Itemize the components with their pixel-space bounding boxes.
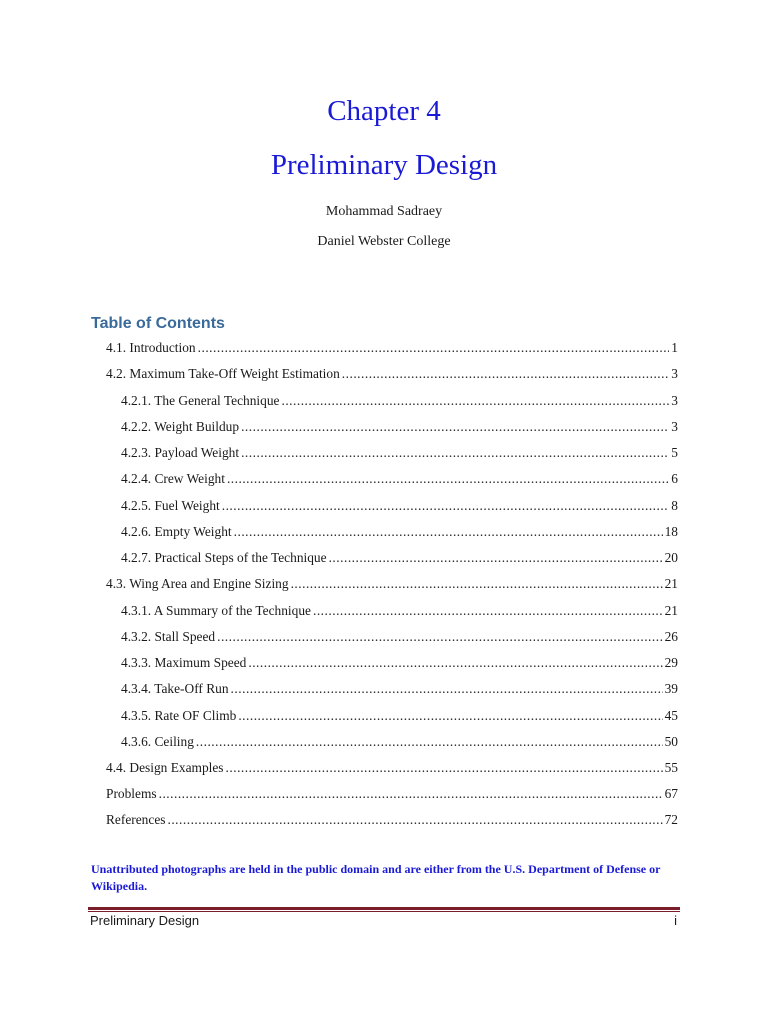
toc-entry[interactable]: [121, 679, 678, 699]
toc-entry[interactable]: [121, 706, 678, 726]
toc-leader-dots: [217, 627, 663, 647]
toc-entry-label: 4.3.5. Rate OF Climb: [121, 708, 237, 723]
toc-entry[interactable]: [121, 601, 678, 621]
toc-leader-dots: [281, 391, 669, 411]
toc-entry-label: 4.3. Wing Area and Engine Sizing: [106, 576, 289, 591]
toc-entry-page: 21: [664, 603, 678, 618]
toc-heading: Table of Contents: [91, 315, 225, 332]
toc-entry[interactable]: [121, 653, 678, 673]
toc-entry[interactable]: [106, 364, 678, 384]
toc-entry[interactable]: [106, 810, 678, 830]
toc-leader-dots: [241, 417, 669, 437]
toc-entry[interactable]: [121, 443, 678, 463]
toc-entry-label: 4.2.5. Fuel Weight: [121, 498, 220, 513]
footer-rule: [88, 907, 680, 910]
toc-entry[interactable]: [106, 574, 678, 594]
toc-entry[interactable]: [106, 338, 678, 358]
footer-page-number: i: [674, 913, 677, 928]
toc-entry-label: 4.4. Design Examples: [106, 760, 224, 775]
toc-leader-dots: [291, 574, 663, 594]
toc-entry[interactable]: [121, 732, 678, 752]
toc-entry[interactable]: [106, 784, 678, 804]
toc-leader-dots: [342, 364, 670, 384]
toc-leader-dots: [313, 601, 663, 621]
toc-entry[interactable]: [121, 391, 678, 411]
toc-leader-dots: [234, 522, 663, 542]
footer-title: Preliminary Design: [90, 913, 200, 928]
footer-rule-thin: [88, 911, 680, 912]
toc-entry-page: 3: [671, 366, 678, 381]
toc-leader-dots: [167, 810, 662, 830]
toc-entry-page: 8: [671, 498, 678, 513]
toc-leader-dots: [159, 784, 663, 804]
toc-leader-dots: [231, 679, 663, 699]
toc-entry-label: 4.2. Maximum Take-Off Weight Estimation: [106, 366, 340, 381]
toc-entry-label: 4.3.1. A Summary of the Technique: [121, 603, 311, 618]
chapter-number: Chapter 4: [327, 95, 441, 127]
toc-entry-label: 4.2.2. Weight Buildup: [121, 419, 240, 434]
toc-entry-page: 67: [664, 786, 678, 801]
toc-leader-dots: [238, 706, 662, 726]
toc-entry-page: 20: [664, 550, 678, 565]
toc-leader-dots: [329, 548, 663, 568]
toc-entry-label: 4.2.7. Practical Steps of the Technique: [121, 550, 327, 565]
toc-entry-page: 18: [664, 524, 678, 539]
toc-entry-page: 29: [664, 655, 678, 670]
toc-entry-page: 50: [664, 734, 678, 749]
toc-entry-label: 4.2.4. Crew Weight: [121, 471, 225, 486]
toc-entry[interactable]: [121, 548, 678, 568]
toc-entry-label: 4.3.6. Ceiling: [121, 734, 194, 749]
toc-leader-dots: [227, 469, 669, 489]
toc-entry-label: 4.2.6. Empty Weight: [121, 524, 232, 539]
toc-entry-label: 4.3.4. Take-Off Run: [121, 681, 229, 696]
toc-entry-label: 4.2.3. Payload Weight: [121, 445, 240, 460]
toc-entry-label: 4.3.2. Stall Speed: [121, 629, 216, 644]
toc-entry-page: 6: [671, 471, 678, 486]
chapter-title: Preliminary Design: [270, 149, 498, 181]
toc-leader-dots: [226, 758, 663, 778]
toc-entry-label: References: [106, 812, 166, 827]
toc-leader-dots: [241, 443, 669, 463]
toc-entry-page: 45: [664, 708, 678, 723]
toc-leader-dots: [198, 338, 670, 358]
toc-entry[interactable]: [121, 417, 678, 437]
toc-leader-dots: [248, 653, 662, 673]
author-name: Mohammad Sadraey: [325, 204, 443, 219]
toc-entry-page: 3: [671, 419, 678, 434]
toc-entry-page: 1: [671, 340, 678, 355]
toc-entry[interactable]: [121, 522, 678, 542]
toc-entry-page: 55: [664, 760, 678, 775]
toc-leader-dots: [222, 496, 670, 516]
toc-entry[interactable]: [106, 758, 678, 778]
toc-entry-page: 26: [664, 629, 678, 644]
toc-leader-dots: [196, 732, 663, 752]
toc-entry-page: 5: [671, 445, 678, 460]
toc-entry-label: 4.2.1. The General Technique: [121, 393, 280, 408]
toc-entry-page: 39: [664, 681, 678, 696]
toc-entry[interactable]: [121, 496, 678, 516]
toc-entry-label: 4.3.3. Maximum Speed: [121, 655, 247, 670]
photo-attribution-note: Unattributed photographs are held in the public domain and are either from the U.S. Department of Defense or Wikipedia.: [91, 862, 661, 893]
toc-entry-label: 4.1. Introduction: [106, 340, 196, 355]
toc-entry-page: 72: [664, 812, 678, 827]
toc-entry-page: 3: [671, 393, 678, 408]
toc-entry[interactable]: [121, 469, 678, 489]
author-affiliation: Daniel Webster College: [317, 234, 451, 249]
toc-entry-page: 21: [664, 576, 678, 591]
toc-entry[interactable]: [121, 627, 678, 647]
toc-entry-label: Problems: [106, 786, 157, 801]
